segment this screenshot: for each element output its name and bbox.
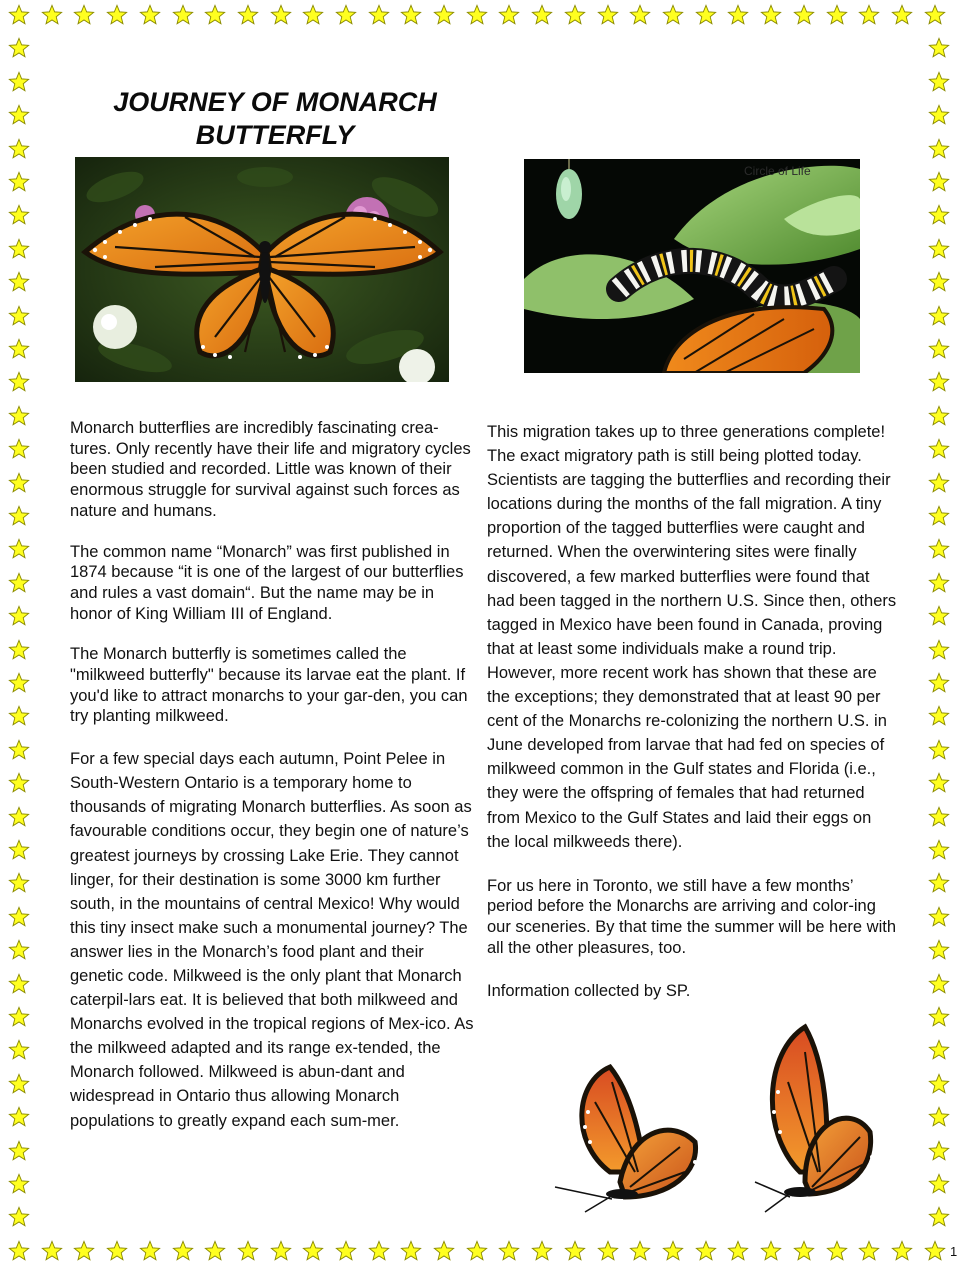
star-icon: [928, 806, 950, 828]
star-icon: [335, 1240, 357, 1262]
star-icon: [8, 305, 30, 327]
star-icon: [106, 4, 128, 26]
star-icon: [8, 138, 30, 160]
star-icon: [928, 739, 950, 761]
right-paragraph-2: For us here in Toronto, we still have a few months’ period before the Monarchs are arriving and color-ing our sceneries. By that time the summer will be here with all the other pleasures, too.: [487, 876, 896, 957]
star-icon: [928, 338, 950, 360]
star-icon: [531, 4, 553, 26]
star-icon: [270, 4, 292, 26]
star-icon: [928, 605, 950, 627]
star-icon: [8, 1206, 30, 1228]
star-icon: [928, 1106, 950, 1128]
star-icon: [531, 1240, 553, 1262]
circle-of-life-label: Circle of Life: [744, 164, 811, 178]
star-icon: [8, 705, 30, 727]
star-icon: [928, 572, 950, 594]
star-icon: [793, 1240, 815, 1262]
star-icon: [139, 4, 161, 26]
star-icon: [400, 1240, 422, 1262]
star-icon: [662, 4, 684, 26]
star-icon: [928, 1140, 950, 1162]
star-icon: [695, 1240, 717, 1262]
star-icon: [8, 472, 30, 494]
star-icon: [629, 1240, 651, 1262]
star-icon: [564, 1240, 586, 1262]
star-icon: [106, 1240, 128, 1262]
star-icon: [928, 973, 950, 995]
star-icon: [368, 1240, 390, 1262]
star-icon: [498, 1240, 520, 1262]
star-icon: [8, 1240, 30, 1262]
star-icon: [8, 1006, 30, 1028]
star-icon: [928, 538, 950, 560]
page-title: [70, 86, 480, 152]
star-icon: [8, 906, 30, 928]
star-icon: [8, 538, 30, 560]
star-icon: [928, 839, 950, 861]
star-icon: [73, 1240, 95, 1262]
star-icon: [564, 4, 586, 26]
star-icon: [302, 4, 324, 26]
star-icon: [8, 973, 30, 995]
star-icon: [172, 1240, 194, 1262]
star-icon: [928, 204, 950, 226]
star-icon: [8, 872, 30, 894]
star-icon: [928, 104, 950, 126]
title-line-1: JOURNEY OF MONARCH: [113, 87, 437, 117]
star-icon: [858, 1240, 880, 1262]
star-icon: [928, 906, 950, 928]
right-paragraph-1: This migration takes up to three generations complete! The exact migratory path is still being plotted today. Scientists are tagging the butterflies and recording their locations during the months of the fall migration. A tiny proportion of the tagged butterflies were caught and returned. When the overwintering sites were finally discovered, a few marked butterflies were found that had been tagged in the northern U.S. Since then, others tagged in Mexico have been found in Canada, proving that at least some individuals make a round trip. However, more recent work has shown that these are the exceptions; they demonstrated that at least 90 per cent of the Monarchs re-colonizing the northern U.S. in June developed from larvae that had fed on species of milkweed common in the Gulf states and Florida (i.e., they were the offspring of females that had returned from Mexico to the Gulf States and laid their eggs on the local milkweeds there).: [487, 423, 897, 851]
left-column: [70, 418, 475, 1133]
star-icon: [433, 4, 455, 26]
caterpillar-milkweed-photo: [524, 159, 860, 373]
star-icon: [727, 4, 749, 26]
star-icon: [498, 4, 520, 26]
star-icon: [891, 1240, 913, 1262]
star-icon: [760, 4, 782, 26]
star-icon: [793, 4, 815, 26]
star-icon: [662, 1240, 684, 1262]
left-paragraph-1: Monarch butterflies are incredibly fascinating crea-tures. Only recently have their life and migratory cycles been studied and recorded. Little was known of their enormous struggle for survival against such forces as nature and humans.: [70, 419, 471, 520]
star-icon: [928, 1073, 950, 1095]
star-icon: [8, 71, 30, 93]
star-icon: [8, 104, 30, 126]
page-number: 1: [950, 1244, 958, 1259]
star-icon: [826, 4, 848, 26]
right-paragraph-3: Information collected by SP.: [487, 981, 691, 1000]
star-icon: [8, 1173, 30, 1195]
star-icon: [8, 605, 30, 627]
star-icon: [8, 1073, 30, 1095]
star-icon: [629, 4, 651, 26]
star-icon: [928, 639, 950, 661]
star-icon: [204, 4, 226, 26]
star-icon: [928, 1206, 950, 1228]
star-icon: [858, 4, 880, 26]
star-icon: [8, 939, 30, 961]
star-icon: [597, 4, 619, 26]
star-icon: [73, 4, 95, 26]
star-icon: [928, 138, 950, 160]
star-icon: [302, 1240, 324, 1262]
star-icon: [8, 672, 30, 694]
two-butterflies-image: [550, 1022, 880, 1217]
left-paragraph-4: For a few special days each autumn, Point Pelee in South-Western Ontario is a temporary home to thousands of migrating Monarch butterflies. As soon as favourable conditions occur, they begin one of nature’s greatest journeys by crossing Lake Erie. They cannot linger, for their destination is some 3000 km further south, in the mountains of central Mexico! Why would this tiny insect make such a monumental journey? The answer lies in the Monarch’s food plant and their genetic code. Milkweed is the only plant that Monarch caterpil-lars eat. It is believed that both milkweed and Monarchs evolved in the tropical regions of Mex-ico. As the milkweed adapted and its range ex-tended, the Monarch followed. Milkweed is abun-dant and widespread in Ontario thus allowing Monarch populations to greatly expand each sum-mer.: [70, 750, 474, 1130]
star-icon: [335, 4, 357, 26]
title-line-2: BUTTERFLY: [195, 120, 355, 150]
star-icon: [826, 1240, 848, 1262]
star-icon: [695, 4, 717, 26]
star-icon: [8, 1039, 30, 1061]
right-column: [487, 420, 897, 1001]
star-icon: [237, 1240, 259, 1262]
star-icon: [928, 472, 950, 494]
star-icon: [41, 1240, 63, 1262]
star-icon: [891, 4, 913, 26]
star-icon: [928, 371, 950, 393]
star-icon: [8, 572, 30, 594]
star-icon: [8, 739, 30, 761]
star-icon: [8, 171, 30, 193]
star-icon: [41, 4, 63, 26]
star-icon: [928, 405, 950, 427]
star-icon: [466, 4, 488, 26]
star-icon: [8, 639, 30, 661]
star-icon: [727, 1240, 749, 1262]
star-icon: [139, 1240, 161, 1262]
star-icon: [8, 238, 30, 260]
star-icon: [928, 672, 950, 694]
star-icon: [928, 438, 950, 460]
star-icon: [433, 1240, 455, 1262]
star-icon: [928, 71, 950, 93]
star-icon: [8, 505, 30, 527]
left-paragraph-2: The common name “Monarch” was first published in 1874 because “it is one of the largest of our butterflies and rules a vast domain“. But the name may be in honor of King William III of England.: [70, 542, 464, 623]
star-icon: [8, 1106, 30, 1128]
star-icon: [8, 839, 30, 861]
star-icon: [270, 1240, 292, 1262]
star-icon: [204, 1240, 226, 1262]
star-icon: [597, 1240, 619, 1262]
star-icon: [928, 705, 950, 727]
star-icon: [928, 37, 950, 59]
star-icon: [928, 772, 950, 794]
star-icon: [8, 4, 30, 26]
star-icon: [8, 371, 30, 393]
star-icon: [8, 772, 30, 794]
star-icon: [8, 338, 30, 360]
left-paragraph-3: The Monarch butterfly is sometimes called the "milkweed butterfly" because its larvae eat the plant. If you'd like to attract monarchs to your gar-den, you can try planting milkweed.: [70, 645, 468, 726]
butterfly-on-clover-photo: [75, 157, 449, 382]
star-icon: [928, 1173, 950, 1195]
star-icon: [8, 405, 30, 427]
star-icon: [928, 1006, 950, 1028]
star-icon: [8, 37, 30, 59]
star-icon: [172, 4, 194, 26]
star-icon: [8, 271, 30, 293]
star-icon: [237, 4, 259, 26]
star-icon: [466, 1240, 488, 1262]
star-icon: [8, 204, 30, 226]
star-icon: [924, 4, 946, 26]
star-icon: [928, 872, 950, 894]
star-icon: [928, 271, 950, 293]
star-icon: [8, 806, 30, 828]
star-icon: [368, 4, 390, 26]
star-icon: [928, 505, 950, 527]
star-icon: [8, 1140, 30, 1162]
star-icon: [928, 305, 950, 327]
star-icon: [928, 171, 950, 193]
star-icon: [928, 939, 950, 961]
star-icon: [928, 238, 950, 260]
star-icon: [928, 1039, 950, 1061]
star-icon: [924, 1240, 946, 1262]
star-icon: [400, 4, 422, 26]
star-icon: [8, 438, 30, 460]
star-icon: [760, 1240, 782, 1262]
